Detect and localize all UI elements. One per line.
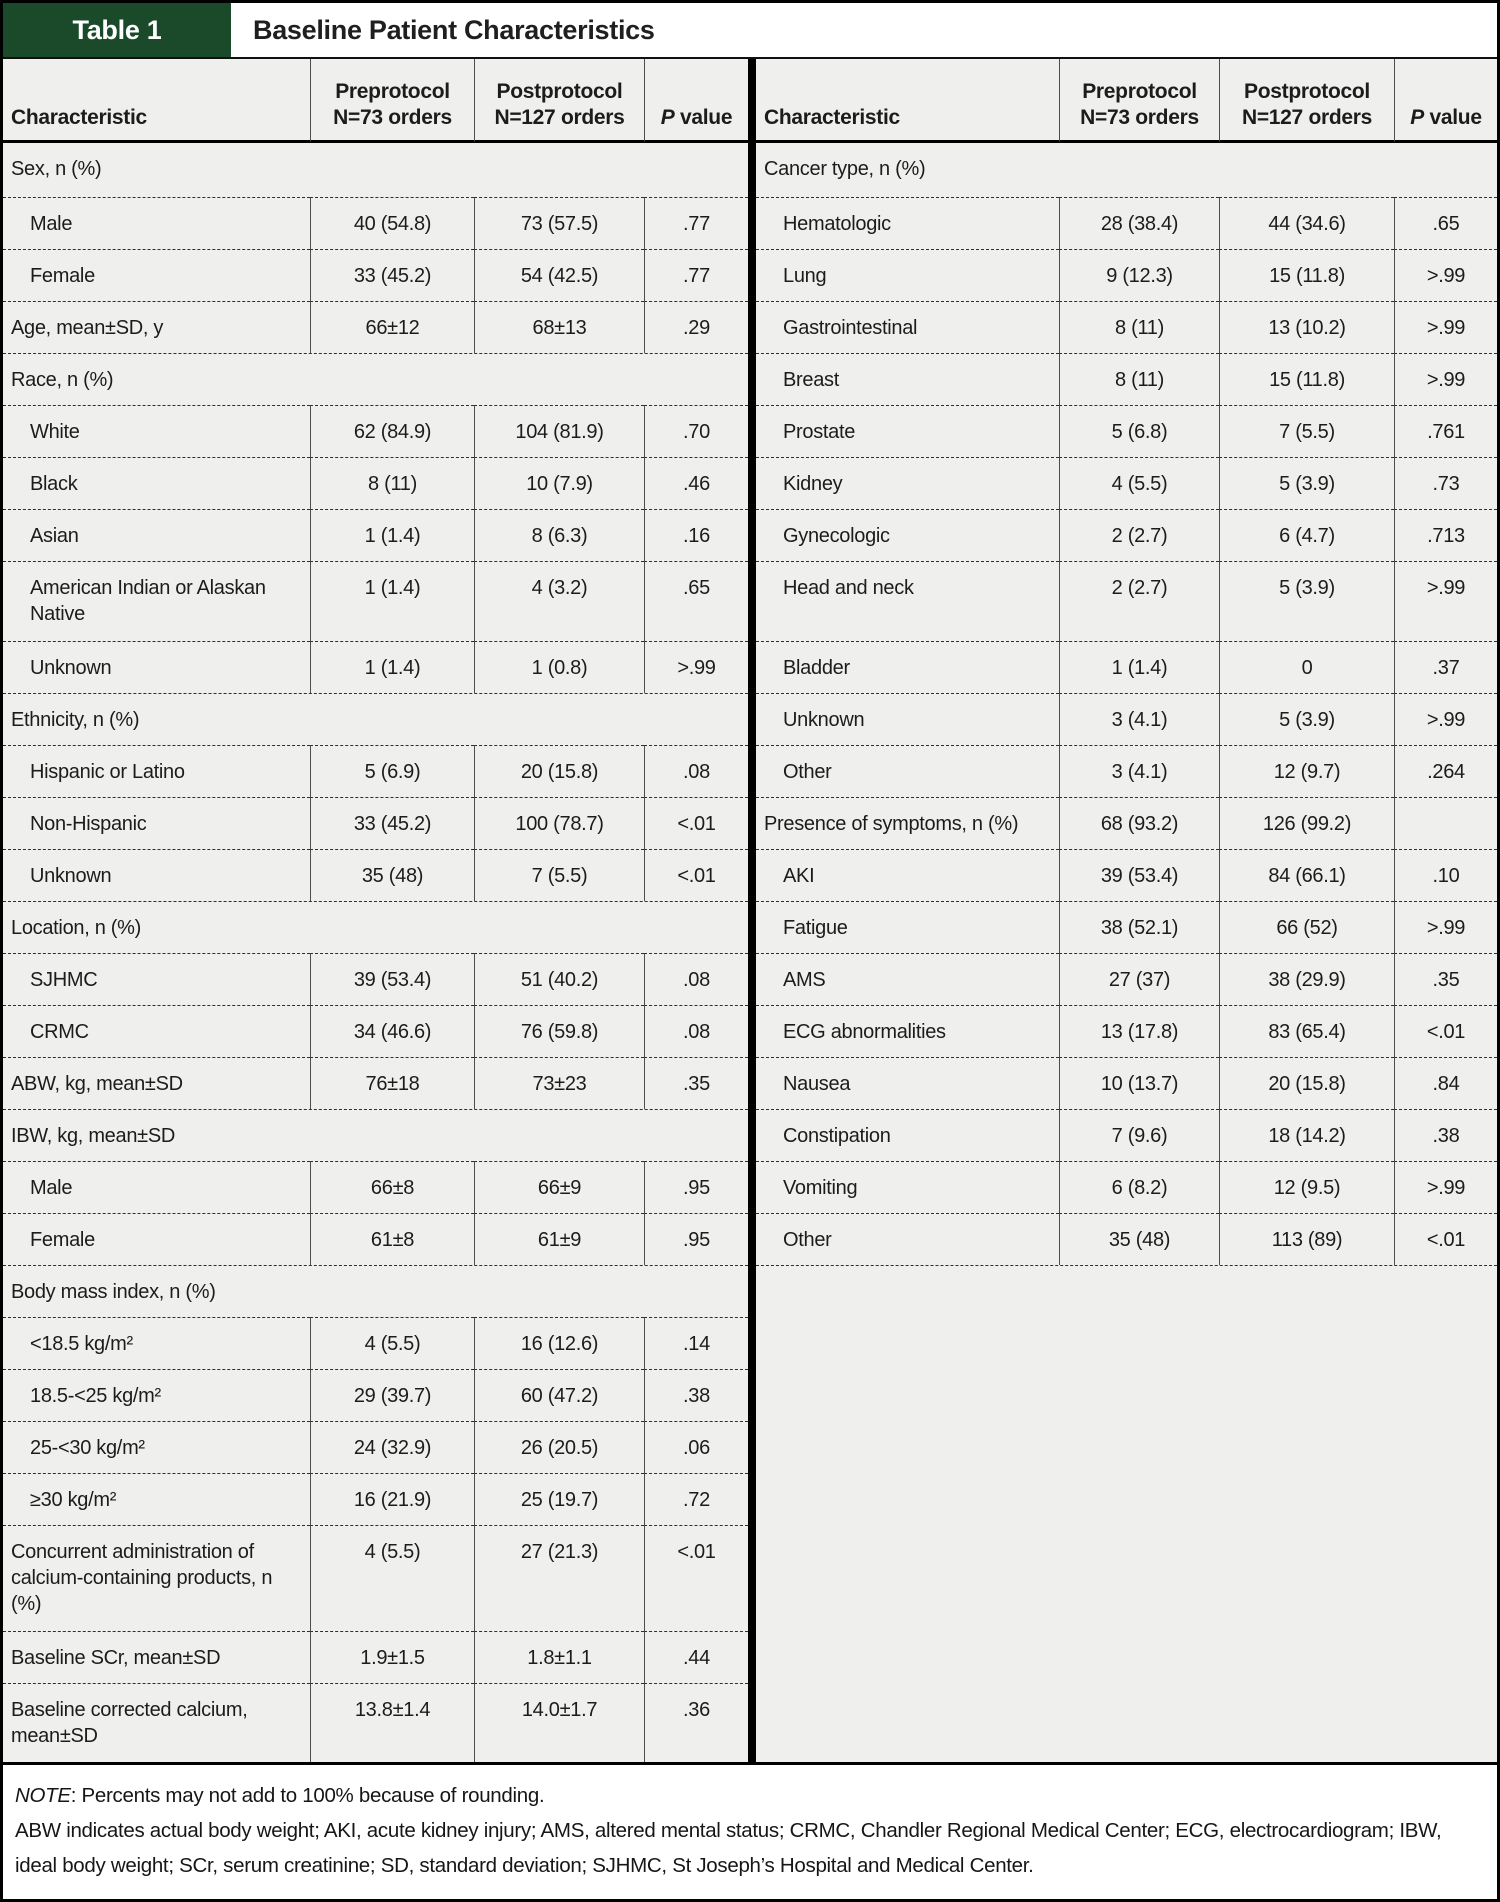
row-label-cell: Prostate bbox=[756, 405, 1059, 457]
table-row bbox=[3, 1057, 748, 1109]
table-row bbox=[3, 849, 748, 901]
preprotocol-value-cell: 5 (6.8) bbox=[1059, 405, 1219, 457]
preprotocol-value-cell: 4 (5.5) bbox=[310, 1525, 474, 1631]
row-label-cell: 25-<30 kg/m² bbox=[3, 1421, 310, 1473]
p-value-cell: >.99 bbox=[1394, 249, 1497, 301]
table-row bbox=[3, 353, 748, 405]
preprotocol-value-cell: 35 (48) bbox=[310, 849, 474, 901]
postprotocol-value-cell: 5 (3.9) bbox=[1219, 561, 1394, 641]
preprotocol-value-cell: 13 (17.8) bbox=[1059, 1005, 1219, 1057]
p-value-cell: .08 bbox=[644, 1005, 748, 1057]
left-table bbox=[3, 59, 748, 1762]
table-row bbox=[756, 405, 1497, 457]
section-label-cell: Sex, n (%) bbox=[3, 143, 748, 197]
p-value-cell: .761 bbox=[1394, 405, 1497, 457]
row-label-cell: Female bbox=[3, 249, 310, 301]
table-row bbox=[756, 1265, 1497, 1762]
table-row bbox=[756, 1213, 1497, 1265]
preprotocol-value-cell: 66±8 bbox=[310, 1161, 474, 1213]
p-value-cell: .38 bbox=[1394, 1109, 1497, 1161]
p-value-cell bbox=[1394, 797, 1497, 849]
row-label-cell: Hispanic or Latino bbox=[3, 745, 310, 797]
p-rest: value bbox=[674, 106, 733, 129]
table-row bbox=[756, 1005, 1497, 1057]
row-label-cell: Non-Hispanic bbox=[3, 797, 310, 849]
table-row bbox=[756, 301, 1497, 353]
table-tag: Table 1 bbox=[3, 3, 231, 57]
row-label-cell: AMS bbox=[756, 953, 1059, 1005]
table-row bbox=[756, 797, 1497, 849]
row-label-cell: Gastrointestinal bbox=[756, 301, 1059, 353]
p-value-cell: >.99 bbox=[1394, 693, 1497, 745]
row-label-cell: Unknown bbox=[756, 693, 1059, 745]
postprotocol-value-cell: 26 (20.5) bbox=[474, 1421, 644, 1473]
postprotocol-value-cell: 0 bbox=[1219, 641, 1394, 693]
empty-region bbox=[756, 1265, 1497, 1762]
column-header-postprotocol bbox=[1219, 59, 1394, 143]
table-row bbox=[756, 849, 1497, 901]
p-value-cell: .08 bbox=[644, 953, 748, 1005]
p-value-cell: .73 bbox=[1394, 457, 1497, 509]
postprotocol-value-cell: 16 (12.6) bbox=[474, 1317, 644, 1369]
row-label-cell: CRMC bbox=[3, 1005, 310, 1057]
row-label-cell: Black bbox=[3, 457, 310, 509]
preprotocol-value-cell: 9 (12.3) bbox=[1059, 249, 1219, 301]
table-row bbox=[3, 1161, 748, 1213]
row-label-cell: Breast bbox=[756, 353, 1059, 405]
postprotocol-value-cell: 83 (65.4) bbox=[1219, 1005, 1394, 1057]
preprotocol-value-cell: 1 (1.4) bbox=[1059, 641, 1219, 693]
section-label-cell: Cancer type, n (%) bbox=[756, 143, 1497, 197]
footer-abbreviations: ABW indicates actual body weight; AKI, acute kidney injury; AMS, altered mental status; CRMC, Chandler Regional Medical Center; ECG, electrocardiogram; IBW, ideal body weight; SCr, serum creatinine; SD, standard deviation; SJHMC, St Joseph’s Hospital and Medical Center. bbox=[15, 1819, 1442, 1877]
postprotocol-value-cell: 14.0±1.7 bbox=[474, 1683, 644, 1762]
p-value-cell: <.01 bbox=[644, 797, 748, 849]
preprotocol-value-cell: 5 (6.9) bbox=[310, 745, 474, 797]
p-value-cell: .72 bbox=[644, 1473, 748, 1525]
row-label-cell: Gynecologic bbox=[756, 509, 1059, 561]
postprotocol-value-cell: 66±9 bbox=[474, 1161, 644, 1213]
p-value-cell: >.99 bbox=[1394, 901, 1497, 953]
preprotocol-value-cell: 76±18 bbox=[310, 1057, 474, 1109]
preprotocol-value-cell: 16 (21.9) bbox=[310, 1473, 474, 1525]
p-value-cell: .95 bbox=[644, 1213, 748, 1265]
p-value-cell: .84 bbox=[1394, 1057, 1497, 1109]
postprotocol-value-cell: 8 (6.3) bbox=[474, 509, 644, 561]
table-row bbox=[3, 745, 748, 797]
postprotocol-value-cell: 12 (9.5) bbox=[1219, 1161, 1394, 1213]
p-value-cell: >.99 bbox=[644, 641, 748, 693]
table-row bbox=[3, 1473, 748, 1525]
preprotocol-value-cell: 33 (45.2) bbox=[310, 797, 474, 849]
p-value-cell: .77 bbox=[644, 197, 748, 249]
p-value-cell: .29 bbox=[644, 301, 748, 353]
table-row bbox=[756, 1109, 1497, 1161]
column-header-preprotocol bbox=[310, 59, 474, 143]
row-label-cell: Unknown bbox=[3, 849, 310, 901]
table-row bbox=[3, 1213, 748, 1265]
postprotocol-value-cell: 5 (3.9) bbox=[1219, 693, 1394, 745]
postprotocol-value-cell: 1 (0.8) bbox=[474, 641, 644, 693]
table-row bbox=[3, 953, 748, 1005]
row-label-cell: <18.5 kg/m² bbox=[3, 1317, 310, 1369]
table-row bbox=[3, 1109, 748, 1161]
row-label-cell: Nausea bbox=[756, 1057, 1059, 1109]
column-header-pvalue bbox=[1394, 59, 1497, 143]
preprotocol-value-cell: 10 (13.7) bbox=[1059, 1057, 1219, 1109]
row-label-cell: Fatigue bbox=[756, 901, 1059, 953]
footer-note bbox=[15, 1778, 1485, 1813]
p-value-cell: .10 bbox=[1394, 849, 1497, 901]
p-value-cell: .65 bbox=[644, 561, 748, 641]
table-row bbox=[3, 405, 748, 457]
postprotocol-value-cell: 68±13 bbox=[474, 301, 644, 353]
p-value-cell: .06 bbox=[644, 1421, 748, 1473]
preprotocol-value-cell: 2 (2.7) bbox=[1059, 561, 1219, 641]
postprotocol-n: N=127 orders bbox=[494, 106, 625, 129]
column-header-pvalue bbox=[644, 59, 748, 143]
table-row bbox=[3, 197, 748, 249]
table-row bbox=[756, 1161, 1497, 1213]
postprotocol-value-cell: 126 (99.2) bbox=[1219, 797, 1394, 849]
title-bar bbox=[3, 3, 1497, 57]
p-value-cell: <.01 bbox=[1394, 1005, 1497, 1057]
table-row bbox=[756, 641, 1497, 693]
preprotocol-value-cell: 1 (1.4) bbox=[310, 561, 474, 641]
preprotocol-value-cell: 8 (11) bbox=[310, 457, 474, 509]
row-label-cell: Presence of symptoms, n (%) bbox=[756, 797, 1059, 849]
p-value-cell: >.99 bbox=[1394, 301, 1497, 353]
table-row bbox=[3, 1683, 748, 1762]
table-row bbox=[756, 1057, 1497, 1109]
postprotocol-value-cell: 20 (15.8) bbox=[474, 745, 644, 797]
right-table bbox=[756, 59, 1497, 1762]
preprotocol-value-cell: 3 (4.1) bbox=[1059, 693, 1219, 745]
table-row bbox=[3, 301, 748, 353]
preprotocol-value-cell: 68 (93.2) bbox=[1059, 797, 1219, 849]
preprotocol-value-cell: 3 (4.1) bbox=[1059, 745, 1219, 797]
preprotocol-value-cell: 8 (11) bbox=[1059, 353, 1219, 405]
table-footer bbox=[3, 1765, 1497, 1899]
preprotocol-value-cell: 39 (53.4) bbox=[1059, 849, 1219, 901]
preprotocol-value-cell: 1 (1.4) bbox=[310, 641, 474, 693]
postprotocol-label: Postprotocol bbox=[1244, 80, 1370, 103]
row-label-cell: 18.5-<25 kg/m² bbox=[3, 1369, 310, 1421]
preprotocol-value-cell: 1.9±1.5 bbox=[310, 1631, 474, 1683]
table-row bbox=[756, 197, 1497, 249]
preprotocol-value-cell: 24 (32.9) bbox=[310, 1421, 474, 1473]
preprotocol-value-cell: 27 (37) bbox=[1059, 953, 1219, 1005]
preprotocol-value-cell: 4 (5.5) bbox=[1059, 457, 1219, 509]
table-row bbox=[756, 745, 1497, 797]
row-label-cell: Male bbox=[3, 1161, 310, 1213]
row-label-cell: American Indian or Alaskan Native bbox=[3, 561, 310, 641]
row-label-cell: Asian bbox=[3, 509, 310, 561]
preprotocol-value-cell: 29 (39.7) bbox=[310, 1369, 474, 1421]
note-text: : Percents may not add to 100% because of rounding. bbox=[70, 1784, 545, 1807]
p-value-cell: .264 bbox=[1394, 745, 1497, 797]
preprotocol-value-cell: 61±8 bbox=[310, 1213, 474, 1265]
column-header-characteristic: Characteristic bbox=[756, 59, 1059, 143]
p-value-cell: .37 bbox=[1394, 641, 1497, 693]
postprotocol-value-cell: 13 (10.2) bbox=[1219, 301, 1394, 353]
row-label-cell: White bbox=[3, 405, 310, 457]
p-value-cell: .95 bbox=[644, 1161, 748, 1213]
table-row bbox=[3, 561, 748, 641]
postprotocol-value-cell: 15 (11.8) bbox=[1219, 249, 1394, 301]
postprotocol-value-cell: 1.8±1.1 bbox=[474, 1631, 644, 1683]
postprotocol-value-cell: 15 (11.8) bbox=[1219, 353, 1394, 405]
p-value-cell: >.99 bbox=[1394, 561, 1497, 641]
row-label-cell: ABW, kg, mean±SD bbox=[3, 1057, 310, 1109]
postprotocol-value-cell: 12 (9.7) bbox=[1219, 745, 1394, 797]
p-rest: value bbox=[1423, 106, 1482, 129]
preprotocol-value-cell: 2 (2.7) bbox=[1059, 509, 1219, 561]
row-label-cell: Hematologic bbox=[756, 197, 1059, 249]
p-value-cell: .16 bbox=[644, 509, 748, 561]
table-row bbox=[3, 901, 748, 953]
postprotocol-value-cell: 38 (29.9) bbox=[1219, 953, 1394, 1005]
row-label-cell: Other bbox=[756, 1213, 1059, 1265]
p-value-cell: .65 bbox=[1394, 197, 1497, 249]
p-value-cell: .70 bbox=[644, 405, 748, 457]
postprotocol-n: N=127 orders bbox=[1241, 106, 1373, 129]
postprotocol-value-cell: 100 (78.7) bbox=[474, 797, 644, 849]
preprotocol-value-cell: 1 (1.4) bbox=[310, 509, 474, 561]
table-row bbox=[3, 1005, 748, 1057]
postprotocol-value-cell: 7 (5.5) bbox=[474, 849, 644, 901]
postprotocol-value-cell: 76 (59.8) bbox=[474, 1005, 644, 1057]
postprotocol-value-cell: 27 (21.3) bbox=[474, 1525, 644, 1631]
row-label-cell: Age, mean±SD, y bbox=[3, 301, 310, 353]
row-label-cell: Baseline corrected calcium, mean±SD bbox=[3, 1683, 310, 1762]
p-italic: P bbox=[660, 106, 675, 129]
table-row bbox=[3, 797, 748, 849]
table-row bbox=[3, 1369, 748, 1421]
row-label-cell: Concurrent administration of calcium-containing products, n (%) bbox=[3, 1525, 310, 1631]
postprotocol-label: Postprotocol bbox=[496, 80, 623, 103]
table-row bbox=[3, 143, 748, 197]
row-label-cell: Lung bbox=[756, 249, 1059, 301]
postprotocol-value-cell: 20 (15.8) bbox=[1219, 1057, 1394, 1109]
table-row bbox=[756, 143, 1497, 197]
preprotocol-value-cell: 28 (38.4) bbox=[1059, 197, 1219, 249]
row-label-cell: Female bbox=[3, 1213, 310, 1265]
p-value-cell: .38 bbox=[644, 1369, 748, 1421]
postprotocol-value-cell: 18 (14.2) bbox=[1219, 1109, 1394, 1161]
section-label-cell: Race, n (%) bbox=[3, 353, 748, 405]
row-label-cell: SJHMC bbox=[3, 953, 310, 1005]
preprotocol-value-cell: 4 (5.5) bbox=[310, 1317, 474, 1369]
postprotocol-value-cell: 61±9 bbox=[474, 1213, 644, 1265]
postprotocol-value-cell: 44 (34.6) bbox=[1219, 197, 1394, 249]
row-label-cell: Unknown bbox=[3, 641, 310, 693]
row-label-cell: Constipation bbox=[756, 1109, 1059, 1161]
preprotocol-value-cell: 62 (84.9) bbox=[310, 405, 474, 457]
column-header-characteristic: Characteristic bbox=[3, 59, 310, 143]
row-label-cell: ECG abnormalities bbox=[756, 1005, 1059, 1057]
table-row bbox=[3, 1265, 748, 1317]
table-row bbox=[3, 1525, 748, 1631]
table-row bbox=[3, 509, 748, 561]
p-value-cell: <.01 bbox=[1394, 1213, 1497, 1265]
p-value-cell: .77 bbox=[644, 249, 748, 301]
preprotocol-value-cell: 7 (9.6) bbox=[1059, 1109, 1219, 1161]
note-label: NOTE bbox=[15, 1784, 71, 1807]
preprotocol-value-cell: 6 (8.2) bbox=[1059, 1161, 1219, 1213]
table-row bbox=[756, 953, 1497, 1005]
postprotocol-value-cell: 84 (66.1) bbox=[1219, 849, 1394, 901]
table-row bbox=[756, 457, 1497, 509]
postprotocol-value-cell: 104 (81.9) bbox=[474, 405, 644, 457]
p-value-cell: .14 bbox=[644, 1317, 748, 1369]
column-header-preprotocol bbox=[1059, 59, 1219, 143]
preprotocol-value-cell: 40 (54.8) bbox=[310, 197, 474, 249]
postprotocol-value-cell: 6 (4.7) bbox=[1219, 509, 1394, 561]
table-row bbox=[3, 1631, 748, 1683]
table-title: Baseline Patient Characteristics bbox=[253, 14, 655, 45]
table-row bbox=[756, 509, 1497, 561]
table-row bbox=[756, 693, 1497, 745]
table-row bbox=[756, 561, 1497, 641]
preprotocol-label: Preprotocol bbox=[1082, 80, 1197, 103]
preprotocol-value-cell: 33 (45.2) bbox=[310, 249, 474, 301]
table-row bbox=[756, 249, 1497, 301]
section-label-cell: Ethnicity, n (%) bbox=[3, 693, 748, 745]
row-label-cell: Baseline SCr, mean±SD bbox=[3, 1631, 310, 1683]
section-label-cell: Location, n (%) bbox=[3, 901, 748, 953]
table-row bbox=[756, 901, 1497, 953]
preprotocol-n: N=73 orders bbox=[1080, 106, 1199, 129]
postprotocol-value-cell: 25 (19.7) bbox=[474, 1473, 644, 1525]
postprotocol-value-cell: 7 (5.5) bbox=[1219, 405, 1394, 457]
row-label-cell: ≥30 kg/m² bbox=[3, 1473, 310, 1525]
postprotocol-value-cell: 54 (42.5) bbox=[474, 249, 644, 301]
postprotocol-value-cell: 4 (3.2) bbox=[474, 561, 644, 641]
postprotocol-value-cell: 73±23 bbox=[474, 1057, 644, 1109]
table-row bbox=[756, 353, 1497, 405]
p-value-cell: >.99 bbox=[1394, 1161, 1497, 1213]
p-value-cell: <.01 bbox=[644, 1525, 748, 1631]
center-divider bbox=[748, 59, 756, 1762]
postprotocol-value-cell: 51 (40.2) bbox=[474, 953, 644, 1005]
p-value-cell: <.01 bbox=[644, 849, 748, 901]
preprotocol-value-cell: 35 (48) bbox=[1059, 1213, 1219, 1265]
preprotocol-value-cell: 66±12 bbox=[310, 301, 474, 353]
column-header-postprotocol bbox=[474, 59, 644, 143]
p-value-cell: >.99 bbox=[1394, 353, 1497, 405]
row-label-cell: Male bbox=[3, 197, 310, 249]
row-label-cell: Bladder bbox=[756, 641, 1059, 693]
row-label-cell: Kidney bbox=[756, 457, 1059, 509]
header-row bbox=[756, 59, 1497, 143]
p-value-cell: .36 bbox=[644, 1683, 748, 1762]
p-value-cell: .713 bbox=[1394, 509, 1497, 561]
preprotocol-value-cell: 13.8±1.4 bbox=[310, 1683, 474, 1762]
preprotocol-n: N=73 orders bbox=[333, 106, 452, 129]
row-label-cell: Vomiting bbox=[756, 1161, 1059, 1213]
section-label-cell: Body mass index, n (%) bbox=[3, 1265, 748, 1317]
table-row bbox=[3, 1421, 748, 1473]
table-row bbox=[3, 249, 748, 301]
preprotocol-value-cell: 39 (53.4) bbox=[310, 953, 474, 1005]
postprotocol-value-cell: 113 (89) bbox=[1219, 1213, 1394, 1265]
preprotocol-value-cell: 34 (46.6) bbox=[310, 1005, 474, 1057]
header-row bbox=[3, 59, 748, 143]
table-row bbox=[3, 457, 748, 509]
preprotocol-value-cell: 8 (11) bbox=[1059, 301, 1219, 353]
table-row bbox=[3, 1317, 748, 1369]
postprotocol-value-cell: 66 (52) bbox=[1219, 901, 1394, 953]
p-value-cell: .35 bbox=[1394, 953, 1497, 1005]
table-row bbox=[3, 641, 748, 693]
p-value-cell: .46 bbox=[644, 457, 748, 509]
table-row bbox=[3, 693, 748, 745]
preprotocol-label: Preprotocol bbox=[335, 80, 450, 103]
preprotocol-value-cell: 38 (52.1) bbox=[1059, 901, 1219, 953]
p-value-cell: .35 bbox=[644, 1057, 748, 1109]
p-value-cell: .08 bbox=[644, 745, 748, 797]
p-italic: P bbox=[1410, 106, 1424, 129]
postprotocol-value-cell: 10 (7.9) bbox=[474, 457, 644, 509]
postprotocol-value-cell: 5 (3.9) bbox=[1219, 457, 1394, 509]
postprotocol-value-cell: 73 (57.5) bbox=[474, 197, 644, 249]
p-value-cell: .44 bbox=[644, 1631, 748, 1683]
row-label-cell: Other bbox=[756, 745, 1059, 797]
row-label-cell: AKI bbox=[756, 849, 1059, 901]
postprotocol-value-cell: 60 (47.2) bbox=[474, 1369, 644, 1421]
section-label-cell: IBW, kg, mean±SD bbox=[3, 1109, 748, 1161]
table-grid bbox=[3, 57, 1497, 1765]
row-label-cell: Head and neck bbox=[756, 561, 1059, 641]
